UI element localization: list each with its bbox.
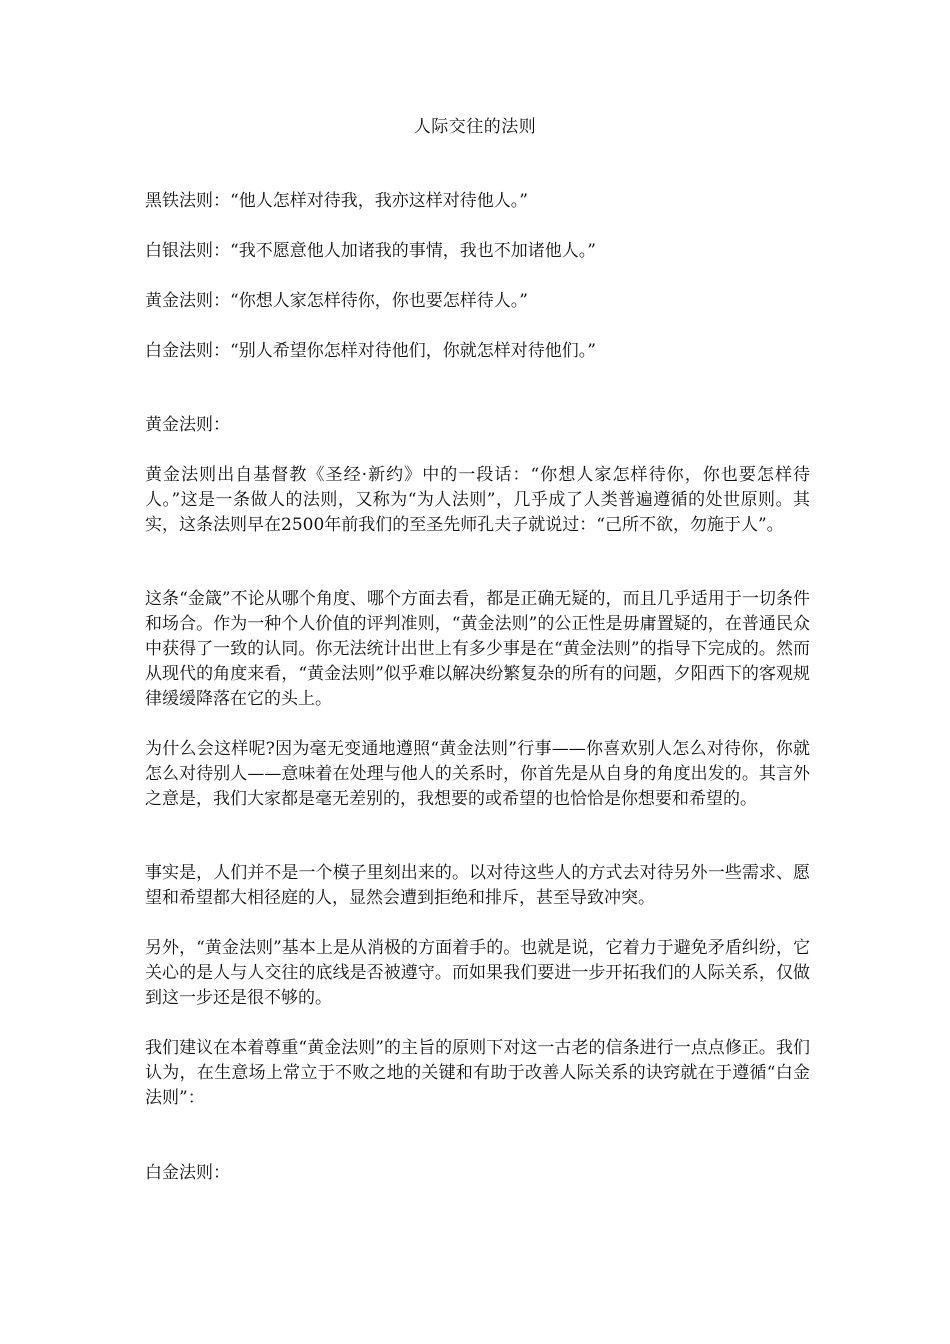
rule-platinum: 白金法则：“别人希望你怎样对待他们，你就怎样对待他们。” xyxy=(145,341,596,361)
rule-black-iron: 黑铁法则：“他人怎样对待我，我亦这样对待他人。” xyxy=(145,191,528,211)
paragraph-why: 为什么会这样呢?因为毫无变通地遵照“黄金法则”行事——你喜欢别人怎么对待你，你就怎么对待别人——意味着在处理与他人的关系时，你首先是从自身的角度出发的。其言外之意是，我们大家都是毫无差别的，我想要的或希望的也恰恰是你想要和希望的。 xyxy=(145,739,810,809)
paragraph-golden-maxim: 这条“金箴”不论从哪个角度、哪个方面去看，都是正确无疑的，而且几乎适用于一切条件和场合。作为一种个人价值的评判准则，“黄金法则”的公正性是毋庸置疑的，在普通民众中获得了一致的认同。你无法统计出世上有多少事是在“黄金法则”的指导下完成的。然而从现代的角度来看，“黄金法则”似乎难以解决纷繁复杂的所有的问题，夕阳西下的客观规律缓缓降落在它的头上。 xyxy=(145,589,810,709)
rule-silver: 白银法则：“我不愿意他人加诸我的事情，我也不加诸他人。” xyxy=(145,241,596,261)
golden-rule-heading: 黄金法则： xyxy=(145,415,230,435)
platinum-rule-heading: 白金法则： xyxy=(145,1163,230,1183)
paragraph-suggestion: 我们建议在本着尊重“黄金法则”的主旨的原则下对这一古老的信条进行一点点修正。我们认为，在生意场上常立于不败之地的关键和有助于改善人际关系的诀窍就在于遵循“白金法则”： xyxy=(145,1038,810,1108)
paragraph-negative-side: 另外，“黄金法则”基本上是从消极的方面着手的。也就是说，它着力于避免矛盾纠纷，它关心的是人与人交往的底线是否被遵守。而如果我们要进一步开拓我们的人际关系，仅做到这一步还是很不够的。 xyxy=(145,938,810,1008)
paragraph-fact: 事实是，人们并不是一个模子里刻出来的。以对待这些人的方式去对待另外一些需求、愿望和希望都大相径庭的人，显然会遭到拒绝和排斥，甚至导致冲突。 xyxy=(145,863,810,908)
rule-gold: 黄金法则：“你想人家怎样待你，你也要怎样待人。” xyxy=(145,291,528,311)
document-title: 人际交往的法则 xyxy=(413,117,537,137)
paragraph-origin: 黄金法则出自基督教《圣经·新约》中的一段话：“你想人家怎样待你，你也要怎样待人。”这是一条做人的法则，又称为“为人法则”，几乎成了人类普遍遵循的处世原则。其实，这条法则早在2500年前我们的至圣先师孔夫子就说过：“己所不欲，勿施于人”。 xyxy=(145,465,810,535)
